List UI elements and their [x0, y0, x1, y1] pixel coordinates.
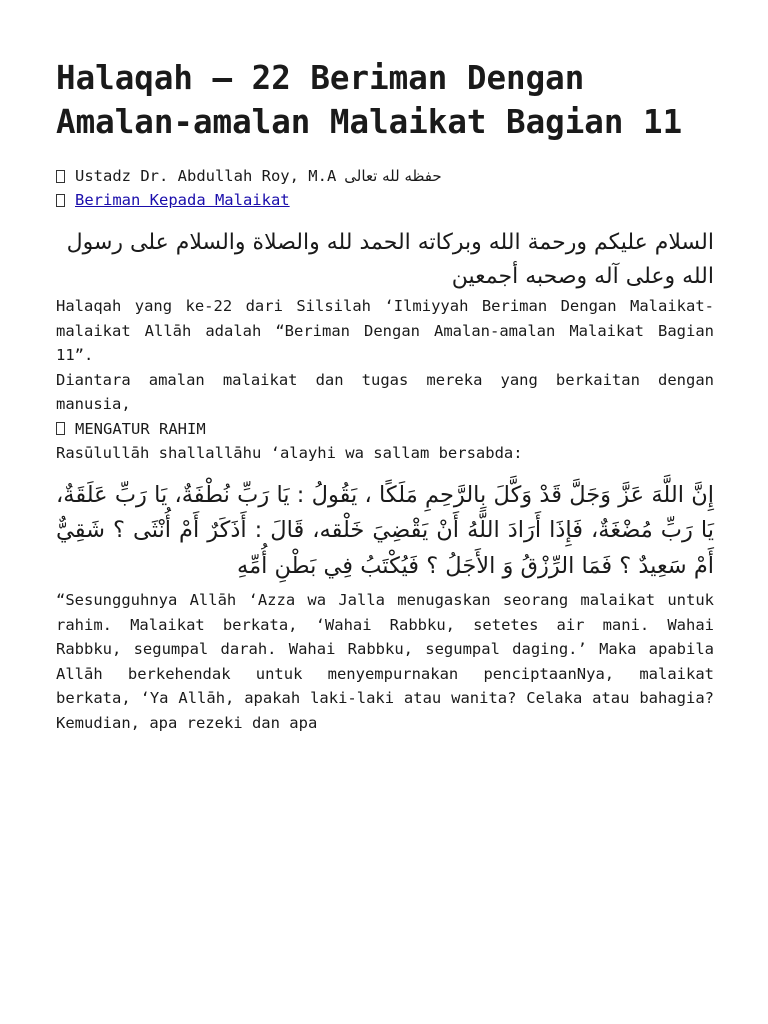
paragraph-2: Diantara amalan malaikat dan tugas mereka yang berkaitan dengan manusia, [56, 370, 714, 413]
article [56, 56, 714, 735]
author-name: Ustadz Dr. Abdullah Roy, M.A [75, 167, 337, 185]
category-line [56, 188, 714, 212]
hadith-intro: Rasūlullāh shallallāhu ‘alayhi wa sallam bersabda: [56, 444, 523, 462]
author-line [56, 164, 714, 188]
missing-glyph-icon [56, 194, 65, 207]
section-heading [56, 417, 714, 442]
section-heading-text: MENGATUR RAHIM [75, 419, 206, 438]
intro-paragraph: Halaqah yang ke-22 dari Silsilah ‘Ilmiyyah Beriman Dengan Malaikat-malaikat Allāh adalah “Beriman Dengan Amalan-amalan Malaikat Bagian 11”. [56, 297, 714, 364]
missing-glyph-icon [56, 170, 65, 183]
missing-glyph-icon [56, 422, 65, 435]
category-link[interactable]: Beriman Kepada Malaikat [75, 191, 290, 209]
arabic-greeting: السلام عليكم ورحمة الله وبركاته الحمد لله والصلاة والسلام على رسول الله وعلى آله وصحبه أجمعين [66, 230, 714, 289]
translation-paragraph: “Sesungguhnya Allāh ‘Azza wa Jalla menugaskan seorang malaikat untuk rahim. Malaikat berkata, ‘Wahai Rabbku, setetes air mani. Wahai Rabbku, segumpal darah. Wahai Rabbku, segumpal daging.’ Maka apabila Allāh berkehendak untuk menyempurnakan penciptaanNya, malaikat berkata, ‘Ya Allāh, apakah laki-laki atau wanita? Celaka atau bahagia? Kemudian, apa rezeki dan apa [56, 591, 714, 732]
article-title: Halaqah – 22 Beriman Dengan Amalan-amalan Malaikat Bagian 11 [56, 59, 683, 141]
hadith-arabic: إِنَّ اللَّهَ عَزَّ وَجَلَّ قَدْ وَكَّلَ بِالرَّحِمِ مَلَكًا ، يَقُولُ : يَا رَبِّ نُطْفَةٌ، يَا رَبِّ عَلَقَةٌ، يَا رَبِّ مُضْغَةٌ، فَإِذَا أَرَادَ اللَّهُ أَنْ يَقْضِيَ خَلْقه، قَالَ : أَذَكَرٌ أَمْ أُنْثَى ؟ شَقِيٌّ أَمْ سَعِيدٌ ؟ فَمَا الرِّزْقُ وَ الأَجَلُ ؟ فَيُكْتَبُ فِي بَطْنِ أُمِّهِ [56, 481, 714, 579]
author-honorific: حفظه لله تعالى [344, 167, 442, 185]
